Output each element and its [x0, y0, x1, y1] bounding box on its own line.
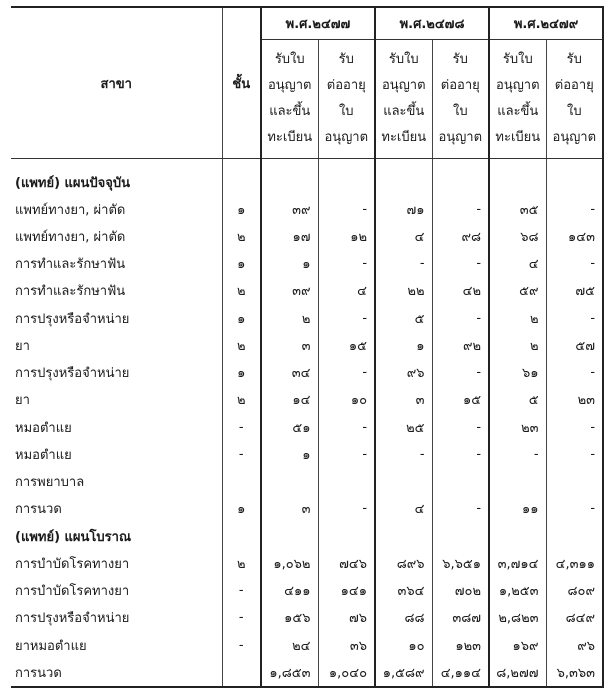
renewal-count: ๑๕: [432, 386, 489, 413]
class-cell: ๑: [222, 196, 261, 223]
renewal-count: -: [318, 359, 375, 386]
renewal-count: ๓๖: [318, 631, 375, 658]
renewal-count: -: [432, 250, 489, 277]
new-license-count: [375, 168, 432, 195]
new-license-count: ๙๖: [375, 359, 432, 386]
class-header: ชั้น: [222, 7, 261, 159]
renewal-count: ๑๕: [318, 332, 375, 359]
table-row: [11, 577, 603, 604]
class-cell: -: [222, 604, 261, 631]
renewal-count: [318, 468, 375, 495]
renewal-count: -: [432, 414, 489, 441]
class-cell: ๒: [222, 332, 261, 359]
table-row: [11, 414, 603, 441]
class-cell: [222, 168, 261, 195]
table-row: [11, 495, 603, 522]
field-name: หมอตำแย: [15, 420, 72, 436]
new-license-count: ๑๔: [261, 386, 318, 413]
new-license-count: ๑๖๙: [489, 631, 546, 658]
new-license-count: ๘๘: [375, 604, 432, 631]
new-license-count: [489, 522, 546, 549]
renewal-count: [432, 522, 489, 549]
new-license-count: ๔: [489, 250, 546, 277]
new-license-count: ๓๙: [261, 196, 318, 223]
class-cell: [222, 468, 261, 495]
new-license-count: ๓: [261, 332, 318, 359]
table-row: [11, 250, 603, 277]
class-cell: ๒: [222, 550, 261, 577]
table-row: [11, 631, 603, 658]
field-name: การบำบัดโรคทางยา: [15, 584, 130, 600]
new-license-count: ๓๔: [261, 359, 318, 386]
renewal-count: ๓๘๗: [432, 604, 489, 631]
renewal-count: ๗๐๒: [432, 577, 489, 604]
renewal-count: ๒๓: [546, 386, 603, 413]
renewal-count: -: [546, 305, 603, 332]
class-cell: ๑: [222, 305, 261, 332]
renewal-count: -: [318, 196, 375, 223]
subheader-renewal: รับ ต่ออายุ ใบ อนุญาต: [432, 40, 489, 159]
new-license-count: [261, 168, 318, 195]
renewal-count: ๘๔๙: [546, 604, 603, 631]
field-name: ยาหมอตำแย: [15, 638, 87, 654]
subheader-new-license: รับใบ อนุญาต และขึ้น ทะเบียน: [375, 40, 432, 159]
new-license-count: ๖๘: [489, 223, 546, 250]
table-row: [11, 550, 603, 577]
new-license-count: ๘,๒๗๗: [489, 659, 546, 687]
new-license-count: ๘๙๖: [375, 550, 432, 577]
renewal-count: [546, 468, 603, 495]
section-heading: (แพทย์) แผนปัจจุบัน: [15, 175, 131, 191]
field-name: การปรุงหรือจำหน่าย: [15, 366, 130, 382]
table-row: [11, 196, 603, 223]
renewal-count: -: [432, 196, 489, 223]
subheader-renewal: รับ ต่ออายุ ใบ อนุญาต: [318, 40, 375, 159]
table-row: [11, 468, 603, 495]
new-license-count: [375, 522, 432, 549]
renewal-count: [318, 168, 375, 195]
new-license-count: ๑,๒๕๓: [489, 577, 546, 604]
class-cell: ๑: [222, 495, 261, 522]
new-license-count: ๒,๘๒๓: [489, 604, 546, 631]
new-license-count: [375, 468, 432, 495]
renewal-count: ๗๖: [318, 604, 375, 631]
new-license-count: ๔: [375, 495, 432, 522]
year-header-2477: พ.ศ.๒๔๗๗: [261, 7, 375, 40]
renewal-count: -: [546, 250, 603, 277]
new-license-count: ๓๕: [489, 196, 546, 223]
table-row: [11, 223, 603, 250]
renewal-count: [318, 522, 375, 549]
section-row: [11, 168, 603, 195]
renewal-count: ๗๕: [546, 277, 603, 304]
field-name: หมอตำแย: [15, 447, 72, 463]
new-license-count: [489, 168, 546, 195]
class-cell: -: [222, 631, 261, 658]
new-license-count: ๕๑: [261, 414, 318, 441]
renewal-count: -: [546, 196, 603, 223]
renewal-count: ๑๒: [318, 223, 375, 250]
field-header: สาขา: [11, 7, 222, 159]
field-name: การบำบัดโรคทางยา: [15, 556, 130, 572]
new-license-count: ๑๑: [489, 495, 546, 522]
license-statistics-table: [11, 6, 604, 688]
new-license-count: ๔: [375, 223, 432, 250]
class-cell: ๒: [222, 223, 261, 250]
renewal-count: -: [432, 359, 489, 386]
renewal-count: -: [318, 441, 375, 468]
new-license-count: ๓๖๔: [375, 577, 432, 604]
renewal-count: -: [432, 441, 489, 468]
new-license-count: ๑,๘๕๓: [261, 659, 318, 687]
renewal-count: -: [546, 441, 603, 468]
table-row: [11, 441, 603, 468]
renewal-count: -: [318, 305, 375, 332]
renewal-count: ๑๔๑: [318, 577, 375, 604]
new-license-count: ๕๙: [489, 277, 546, 304]
renewal-count: -: [546, 359, 603, 386]
class-cell: ๒: [222, 277, 261, 304]
field-name: ยา: [15, 338, 30, 354]
subheader-new-license: รับใบ อนุญาต และขึ้น ทะเบียน: [261, 40, 318, 159]
new-license-count: ๒๒: [375, 277, 432, 304]
renewal-count: [432, 168, 489, 195]
new-license-count: ๒๔: [261, 631, 318, 658]
renewal-count: -: [546, 495, 603, 522]
new-license-count: ๗๑: [375, 196, 432, 223]
field-name: การทำและรักษาฟัน: [15, 284, 126, 300]
class-cell: [222, 522, 261, 549]
new-license-count: ๕: [375, 305, 432, 332]
renewal-count: -: [546, 414, 603, 441]
year-header-2478: พ.ศ.๒๔๗๘: [375, 7, 489, 40]
new-license-count: ๓: [261, 495, 318, 522]
renewal-count: ๙๖: [546, 631, 603, 658]
subheader-renewal: รับ ต่ออายุ ใบ อนุญาต: [546, 40, 603, 159]
renewal-count: -: [318, 495, 375, 522]
new-license-count: ๖๑: [489, 359, 546, 386]
renewal-count: ๖,๖๕๑: [432, 550, 489, 577]
new-license-count: ๔๑๑: [261, 577, 318, 604]
new-license-count: ๑: [261, 441, 318, 468]
new-license-count: ๑: [375, 332, 432, 359]
renewal-count: [432, 468, 489, 495]
new-license-count: ๑๗: [261, 223, 318, 250]
new-license-count: ๒๕: [375, 414, 432, 441]
field-name: การทำและรักษาฟัน: [15, 257, 126, 273]
field-name: การปรุงหรือจำหน่าย: [15, 611, 130, 627]
table-row: [11, 359, 603, 386]
new-license-count: ๒: [489, 332, 546, 359]
new-license-count: ๓๙: [261, 277, 318, 304]
field-name: การนวด: [15, 502, 62, 518]
class-cell: -: [222, 414, 261, 441]
renewal-count: ๑๔๓: [546, 223, 603, 250]
new-license-count: ๑: [261, 250, 318, 277]
renewal-count: ๔๒: [432, 277, 489, 304]
new-license-count: ๑,๕๘๙: [375, 659, 432, 687]
renewal-count: -: [432, 305, 489, 332]
new-license-count: ๓,๗๑๔: [489, 550, 546, 577]
new-license-count: ๑๕๖: [261, 604, 318, 631]
field-name: ยา: [15, 393, 30, 409]
section-row: [11, 522, 603, 549]
new-license-count: [489, 468, 546, 495]
renewal-count: -: [432, 495, 489, 522]
renewal-count: ๗๔๖: [318, 550, 375, 577]
new-license-count: ๒๓: [489, 414, 546, 441]
renewal-count: -: [318, 250, 375, 277]
new-license-count: ๒: [261, 305, 318, 332]
new-license-count: ๑๐: [375, 631, 432, 658]
new-license-count: ๒: [489, 305, 546, 332]
renewal-count: ๙๒: [432, 332, 489, 359]
new-license-count: [261, 522, 318, 549]
class-cell: -: [222, 577, 261, 604]
new-license-count: -: [375, 250, 432, 277]
class-cell: ๒: [222, 386, 261, 413]
section-heading: (แพทย์) แผนโบราณ: [15, 529, 132, 545]
new-license-count: -: [375, 441, 432, 468]
renewal-count: ๔: [318, 277, 375, 304]
renewal-count: ๔,๓๑๑: [546, 550, 603, 577]
table-row: [11, 305, 603, 332]
class-cell: [222, 659, 261, 687]
renewal-count: ๙๘: [432, 223, 489, 250]
new-license-count: ๑,๐๖๒: [261, 550, 318, 577]
field-name: แพทย์ทางยา, ผ่าตัด: [15, 202, 126, 218]
table-row: [11, 386, 603, 413]
field-name: การนวด: [11, 659, 222, 687]
field-name: แพทย์ทางยา, ผ่าตัด: [15, 230, 126, 246]
class-cell: -: [222, 441, 261, 468]
table-row: [11, 277, 603, 304]
new-license-count: [261, 468, 318, 495]
renewal-count: [546, 168, 603, 195]
new-license-count: ๕: [489, 386, 546, 413]
renewal-count: -: [318, 414, 375, 441]
class-cell: ๑: [222, 250, 261, 277]
renewal-count: ๖,๓๖๓: [546, 659, 603, 687]
new-license-count: ๓: [375, 386, 432, 413]
field-name: การพยาบาล: [15, 475, 85, 491]
renewal-count: ๑๒๓: [432, 631, 489, 658]
table-row: [11, 332, 603, 359]
table-row: [11, 604, 603, 631]
renewal-count: [546, 522, 603, 549]
renewal-count: ๔,๑๑๔: [432, 659, 489, 687]
new-license-count: -: [489, 441, 546, 468]
renewal-count: ๑,๐๔๐: [318, 659, 375, 687]
renewal-count: ๘๐๙: [546, 577, 603, 604]
renewal-count: ๑๐: [318, 386, 375, 413]
year-header-2479: พ.ศ.๒๔๗๙: [489, 7, 603, 40]
renewal-count: ๕๗: [546, 332, 603, 359]
subheader-new-license: รับใบ อนุญาต และขึ้น ทะเบียน: [489, 40, 546, 159]
class-cell: ๑: [222, 359, 261, 386]
field-name: การปรุงหรือจำหน่าย: [15, 311, 130, 327]
table-row: [11, 659, 603, 687]
